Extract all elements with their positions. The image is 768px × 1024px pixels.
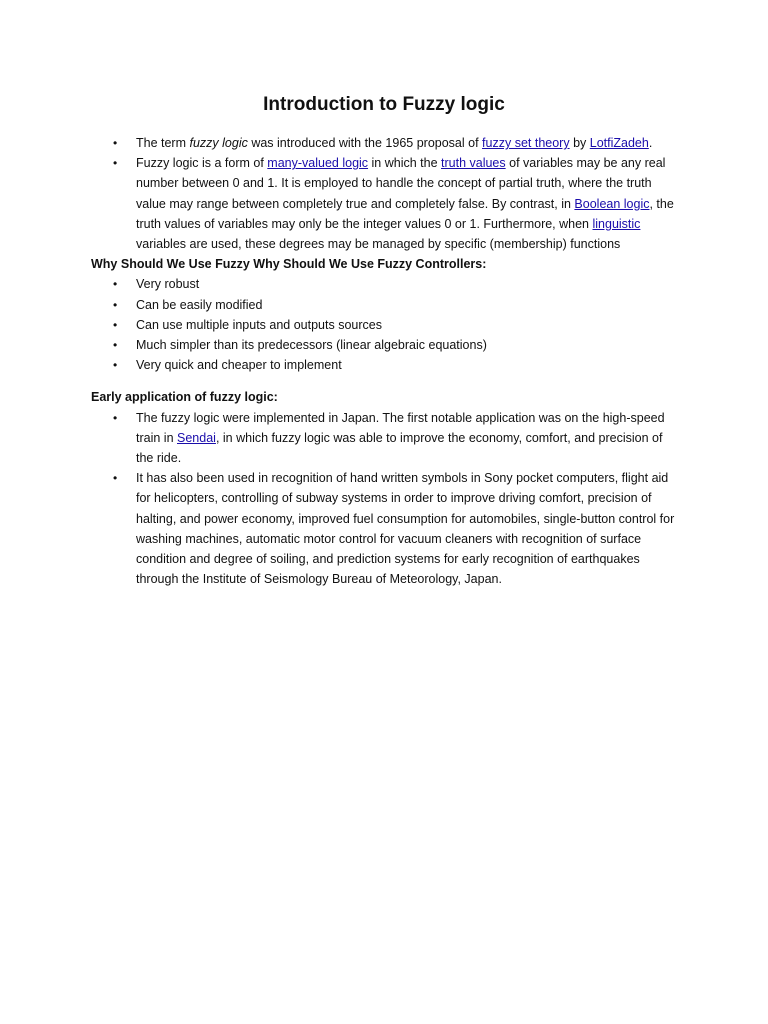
intro-list: [91, 133, 679, 254]
why-list: [91, 274, 679, 375]
bullet-icon: •: [113, 297, 118, 312]
link-lotfi-zadeh[interactable]: LotfiZadeh: [589, 136, 649, 150]
list-item: • The term fuzzy logic was introduced with the 1965 proposal of fuzzy set theory by LotfiZadeh.: [91, 133, 679, 153]
list-item: • The fuzzy logic were implemented in Japan. The first notable application was on the high-speed train in Sendai, in which fuzzy logic was able to improve the economy, comfort, and precision of the ride.: [91, 408, 679, 469]
bullet-icon: •: [113, 410, 118, 425]
list-item: • Can be easily modified: [91, 295, 679, 315]
page-title: Introduction to Fuzzy logic: [263, 94, 505, 115]
list-item: • It has also been used in recognition of hand written symbols in Sony pocket computers, flight aid for helicopters, controlling of subway systems in order to improve driving comfort, precision of halting, and power economy, improved fuel consumption for automobiles, single-button control for washing machines, automatic motor control for vacuum cleaners with recognition of surface condition and degree of soiling, and prediction systems for early recognition of earthquakes through the Institute of Seismology Bureau of Meteorology, Japan.: [91, 468, 679, 589]
section-heading-why: Why Should We Use Fuzzy Why Should We Use Fuzzy Controllers:: [91, 257, 487, 272]
bullet-icon: •: [113, 156, 118, 171]
link-linguistic[interactable]: linguistic: [592, 216, 641, 231]
term-fuzzy-logic: fuzzy logic: [189, 136, 248, 150]
link-many-valued-logic[interactable]: many-valued logic: [267, 156, 369, 171]
section-heading-early: Early application of fuzzy logic:: [91, 390, 278, 405]
bullet-icon: •: [113, 338, 118, 353]
bullet-icon: •: [113, 277, 118, 292]
link-boolean-logic[interactable]: Boolean logic: [574, 196, 650, 211]
list-item: • Can use multiple inputs and outputs sources: [91, 315, 679, 335]
bullet-icon: •: [113, 471, 118, 486]
link-sendai[interactable]: Sendai: [177, 430, 216, 445]
link-truth-values[interactable]: truth values: [441, 156, 506, 171]
bullet-icon: •: [113, 358, 118, 373]
link-fuzzy-set-theory[interactable]: fuzzy set theory: [482, 136, 570, 150]
early-list: [91, 408, 679, 590]
list-item: • Very robust: [91, 274, 679, 294]
list-item: • Fuzzy logic is a form of many-valued logic in which the truth values of variables may be any real number between 0 and 1. It is employed to handle the concept of partial truth, where the truth value may range between completely true and completely false. By contrast, in Boolean logic, the truth values of variables may only be the integer values 0 or 1. Furthermore, when linguistic variables are used, these degrees may be managed by specific (membership) functions: [91, 153, 679, 254]
list-item: • Very quick and cheaper to implement: [91, 355, 679, 375]
list-item: • Much simpler than its predecessors (linear algebraic equations): [91, 335, 679, 355]
bullet-icon: •: [113, 317, 118, 332]
bullet-icon: •: [113, 136, 118, 150]
document-body: [91, 133, 679, 589]
spacer: [91, 375, 679, 387]
